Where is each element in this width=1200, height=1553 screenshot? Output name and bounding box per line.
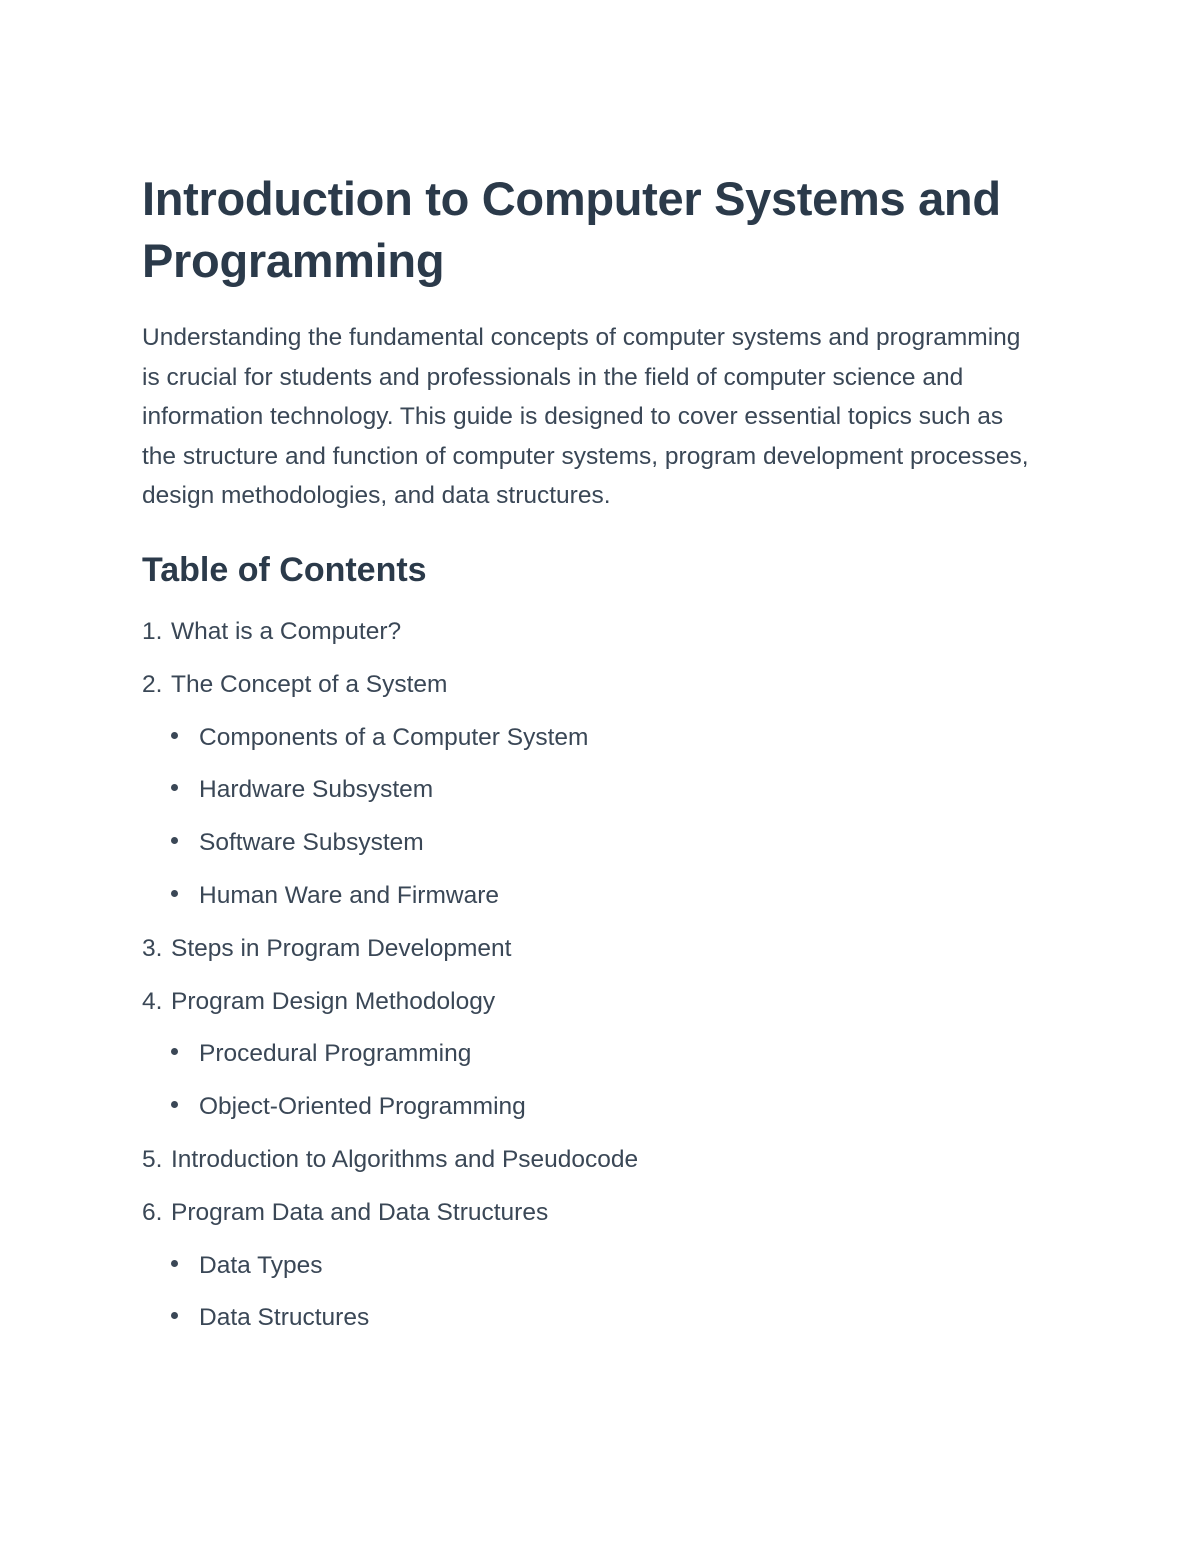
toc-item-label: Data Types <box>199 1251 323 1279</box>
intro-paragraph: Understanding the fundamental concepts of computer systems and programming is crucial for students and professionals in the field of computer science and information technology. This guide is designed to cover essential topics such as the structure and function of computer systems, program development processes, design methodologies, and data structures. <box>142 324 1029 510</box>
toc-subitem <box>142 1248 1062 1283</box>
toc-item-number: 2. <box>142 670 163 698</box>
toc-item-number: 6. <box>142 1198 163 1226</box>
bullet-icon <box>171 1312 178 1319</box>
toc-item-number: 3. <box>142 934 163 962</box>
toc-item <box>142 1195 1062 1230</box>
toc-item-label: Introduction to Algorithms and Pseudocode <box>171 1145 639 1173</box>
toc-subitem <box>142 825 1062 860</box>
bullet-icon <box>171 1260 178 1267</box>
toc-subitem <box>142 772 1062 807</box>
toc-item-label: Program Design Methodology <box>171 987 496 1015</box>
toc-item-label: What is a Computer? <box>171 617 402 645</box>
toc-subitem <box>142 1089 1062 1124</box>
bullet-icon <box>171 1101 178 1108</box>
toc-item-label: Software Subsystem <box>199 829 424 857</box>
toc-subitem <box>142 1036 1062 1071</box>
toc-item-label: Program Data and Data Structures <box>171 1198 549 1226</box>
page-title: Introduction to Computer Systems and Programming <box>142 172 1001 287</box>
toc-item <box>142 614 1062 649</box>
bullet-icon <box>171 837 178 844</box>
bullet-icon <box>171 732 178 739</box>
bullet-icon <box>171 890 178 897</box>
toc-item-label: Steps in Program Development <box>171 934 512 962</box>
toc-subitem <box>142 720 1062 755</box>
table-of-contents <box>142 614 1062 1335</box>
toc-heading: Table of Contents <box>142 550 427 589</box>
toc-item-label: Human Ware and Firmware <box>199 881 499 909</box>
toc-item-label: Object-Oriented Programming <box>199 1093 526 1121</box>
toc-item-number: 1. <box>142 617 163 645</box>
toc-item-label: Procedural Programming <box>199 1040 472 1068</box>
toc-item-label: Components of a Computer System <box>199 723 589 751</box>
toc-item <box>142 667 1062 702</box>
toc-item-label: The Concept of a System <box>171 670 448 698</box>
toc-item <box>142 931 1062 966</box>
bullet-icon <box>171 784 178 791</box>
toc-subitem <box>142 1300 1062 1335</box>
toc-item <box>142 984 1062 1019</box>
toc-subitem <box>142 878 1062 913</box>
toc-item-number: 5. <box>142 1145 163 1173</box>
toc-item <box>142 1142 1062 1177</box>
bullet-icon <box>171 1048 178 1055</box>
toc-item-label: Data Structures <box>199 1304 370 1332</box>
toc-item-label: Hardware Subsystem <box>199 776 434 804</box>
toc-item-number: 4. <box>142 987 163 1015</box>
document-page <box>142 168 1062 1353</box>
